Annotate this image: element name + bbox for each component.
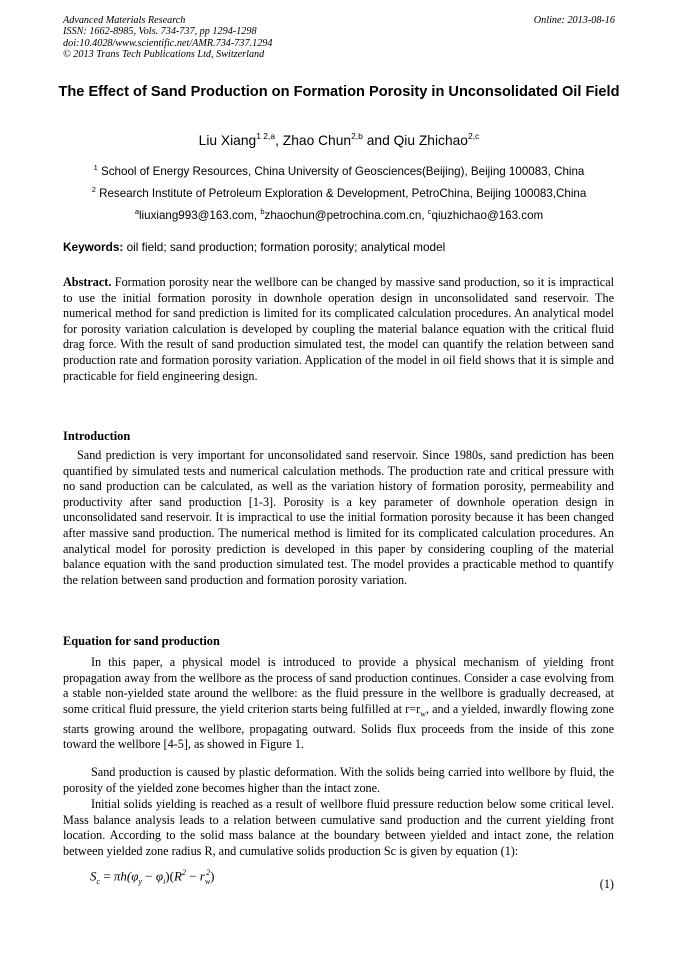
- keywords: [63, 240, 445, 254]
- email-sup: b: [260, 207, 265, 216]
- subscript-w: w: [420, 709, 426, 719]
- paper-title: The Effect of Sand Production on Formation Porosity in Unconsolidated Oil Field: [58, 84, 620, 100]
- author-list: Liu Xiang$^{1 2,a}$, Zhao Chun$^{2,b}$ and Qiu Zhichao$^{2,c}$: [198, 131, 480, 148]
- introduction-paragraph: Sand prediction is very important for unconsolidated sand reservoir. Since 1980s, sand prediction has been quantified by simulated tests and numerical calculation methods. The production rate and critical pressure with no sand production can be calculated, as well as the variation history of formation porosity, permeability and productivity after sand production [1-3]. Porosity is a key parameter of downhole operation design in unconsolidated sand reservoir. It is impractical to use the initial formation porosity because it has been changed after massive sand production. The numerical method is limited for its complicated calculation procedures. An analytical model for porosity prediction is developed in this paper by considering coupling of the material balance equation with the sand production simulated test. The model provides a practicable method to quantify the relation between sand production and formation porosity variation.: [63, 448, 614, 587]
- email-line: $^a$liuxiang993@163.com, $^b$zhaochun@petrochina.com.cn, $^c$qiuzhichao@163.com: [134, 207, 544, 222]
- copyright-line: © 2013 Trans Tech Publications Ltd, Switzerland: [63, 49, 265, 61]
- author-name: Qiu Zhichao: [393, 133, 468, 148]
- email-sup: c: [427, 207, 432, 216]
- journal-name: Advanced Materials Research: [63, 15, 186, 26]
- keywords-text: oil field; sand production; formation porosity; analytical model: [126, 240, 446, 254]
- section-paragraph-3: Initial solids yielding is reached as a result of wellbore fluid pressure reduction below some critical level. Mass balance analysis leads to a relation between cumulative sand production and the current yielding front location. According to the solid mass balance at the boundary between yielded and intact zone, the relation between yielded zone radius R, and cumulative solids production Sc is given by equation (1):: [63, 797, 614, 858]
- keywords-label: Keywords:: [63, 240, 124, 254]
- email-sup: a: [134, 207, 139, 216]
- section-paragraph-1: [63, 655, 614, 753]
- section-paragraph-2: Sand production is caused by plastic deformation. With the solids being carried into wellbore by fluid, the porosity of the yielded zone becomes higher than the intact zone.: [63, 765, 614, 795]
- abstract: [63, 275, 614, 384]
- abstract-label: Abstract.: [63, 275, 112, 289]
- equation-number: (1): [599, 877, 614, 891]
- author-name: Zhao Chun: [282, 133, 352, 148]
- section-heading: Equation for sand production: [63, 634, 220, 648]
- introduction-heading: Introduction: [63, 429, 131, 443]
- equation-1: $S_c = \pi h(\varphi_y - \varphi_i)(R^2 - r_w^2)$: [90, 868, 215, 886]
- email-link[interactable]: zhaochun@petrochina.com.cn: [264, 209, 422, 222]
- affiliation-1: [40, 163, 638, 178]
- author-sup: 2,b: [351, 131, 363, 141]
- doi-line[interactable]: doi:10.4028/www.scientific.net/AMR.734-737.1294: [63, 37, 273, 49]
- author-sup: 2,c: [467, 131, 480, 141]
- email-link[interactable]: liuxiang993@163.com: [138, 209, 254, 222]
- author-name: Liu Xiang: [198, 133, 257, 148]
- email-link[interactable]: qiuzhichao@163.com: [431, 209, 544, 222]
- affiliation-2: [40, 185, 638, 200]
- affiliation-sup: 2: [91, 185, 96, 194]
- author-sup: 1 2,a: [256, 131, 276, 141]
- paragraph-text: In this paper, a physical model is introduced to provide a physical mechanism of yielding front propagation away from the wellbore as the process of sand production continues. Consider a case evolving from a stable non-yielded state around the wellbore: as the fluid pressure in the wellbore is gradually decreased, at some critical fluid pressure, the yield criterion starts being fulfilled at r=r: [63, 655, 614, 716]
- online-date: Online: 2013-08-16: [533, 15, 615, 26]
- paragraph-text: , and a yielded, inwardly flowing zone starts growing around the wellbore, propagating outward. Solids flux proceeds from the inside of this zone toward the wellbore [4-5], as showed in Figure 1.: [63, 701, 614, 752]
- affiliation-text: Research Institute of Petroleum Exploration & Development, PetroChina, Beijing 100083,China: [99, 187, 587, 200]
- issn-line: ISSN: 1662-8985, Vols. 734-737, pp 1294-1298: [63, 26, 257, 38]
- affiliation-text: School of Energy Resources, China University of Geosciences(Beijing), Beijing 100083, China: [101, 165, 585, 178]
- abstract-text: Formation porosity near the wellbore can be changed by massive sand production, so it is impractical to use the initial formation porosity in downhole operation design in unconsolidated sand reservoir. The numerical method for sand prediction is limited for its complicated calculation procedures. An analytical model for porosity variation calculation is developed by coupling the material balance equation with the critical fluid drag force. With the result of sand production simulated test, the model can quantify the relation between sand production rate and formation porosity variation. Application of the model in oil field shows that it is simple and practicable for field engineering design.: [63, 275, 614, 383]
- journal-header: [63, 15, 272, 61]
- affiliation-sup: 1: [93, 163, 98, 172]
